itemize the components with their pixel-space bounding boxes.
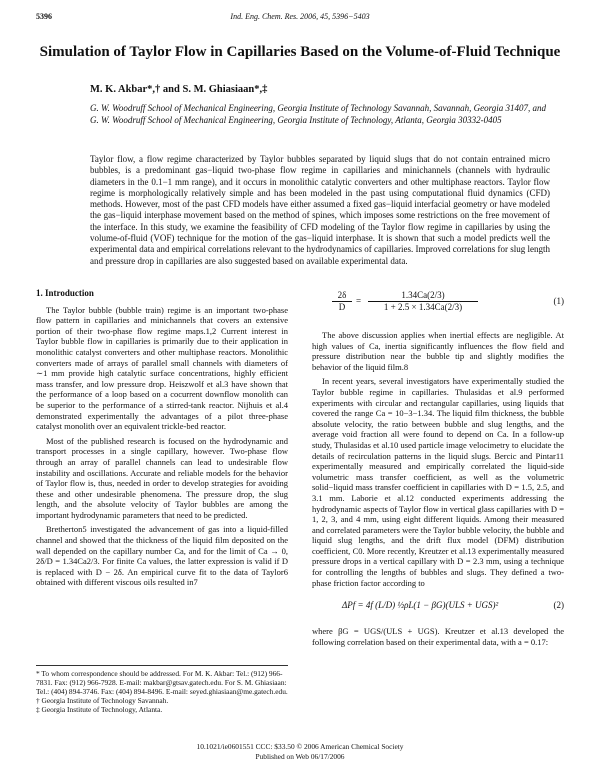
authors: M. K. Akbar*,† and S. M. Ghiasiaan*,‡ xyxy=(90,84,268,95)
journal-reference: Ind. Eng. Chem. Res. 2006, 45, 5396−5403 xyxy=(230,12,370,21)
left-column xyxy=(36,288,288,588)
eq1-lhs-numerator: 2δ xyxy=(332,290,352,302)
running-header xyxy=(36,12,564,24)
paper-title: Simulation of Taylor Flow in Capillaries Based on the Volume-of-Fluid Technique xyxy=(39,44,561,60)
page-footer xyxy=(0,742,600,761)
paragraph: The Taylor bubble (bubble train) regime is an important two-phase flow pattern in capillaries and minichannels that covers an extensive portion of their two-phase flow regime maps.1,2 Current interest in Taylor bubble flow in capillaries is primarily due to their application in monolithic catalyst converters and other multiphase reactors. Monolithic converters made of arrays of parallel small channels with diameters of ∼1 mm provide high catalytic surface concentrations, highly efficient mass transfer, and low pressure drop. Heiszwolf et al.3 have shown that the performance of a loop based on a cocurrent downflow monolith can be superior to the performance of a stirred-tank reactor. Nijhuis et al.4 demonstrated experimentally the advantages of a pilot three-phase catalyst monolith over an equivalent trickle-bed reactor. xyxy=(36,304,288,432)
paragraph: where βG = UGS/(ULS + UGS). Kreutzer et al.13 developed the following correlation based on their experimental data, with a = 0.17: xyxy=(312,626,564,647)
paragraph: The above discussion applies when inertial effects are negligible. At high values of Ca, inertia significantly influences the flow field and pressure distribution near the bubble tip and slightly modifies the behavior of the liquid film.8 xyxy=(312,330,564,372)
right-column xyxy=(312,288,564,647)
abstract: Taylor flow, a flow regime characterized by Taylor bubbles separated by liquid slugs that do not contain entrained micro bubbles, is a predominant gas−liquid two-phase flow regime in capillaries and minichannels (channels with hydraulic diameters in the 0.1−1 mm range), and it occurs in monolithic catalytic converters and other multiphase reactors. Taylor flow regime is morphologically relatively simple and has been modeled in the past using computational fluid dynamics (CFD) methods. However, most of the past CFD models have either assumed a fixed gas−liquid interfacial geometry or have modeled the gas−liquid interphase movement based on the method of spines, which imposes some restrictions on the free movement of the interface. In this study, we examine the feasibility of CFD modeling of the Taylor flow regime in capillaries by using the volume-of-fluid (VOF) technique for the motion of the gas−liquid interphase. It is shown that such a model predicts well the experimental data and empirical correlations relevant to the hydrodynamics of capillaries. Improved correlations for slug length and pressure drop in capillaries are also suggested based on available experimental data. xyxy=(90,154,550,266)
paragraph: Bretherton5 investigated the advancement of gas into a liquid-filled channel and showed that the thickness of the liquid film deposited on the wall depended on the capillary number Ca, and for the limit of Ca → 0, 2δ/D = 1.34Ca2/3. For finite Ca values, the latter expression is valid if D is replaced with D − 2δ. An empirical curve fit to the data of Taylor6 obtained with different viscous oils resulted in7 xyxy=(36,524,288,588)
published-date: Published on Web 06/17/2006 xyxy=(255,751,345,761)
eq1-rhs-denominator: 1 + 2.5 × 1.34Ca(2/3) xyxy=(383,301,463,312)
footnotes xyxy=(36,665,288,714)
equals-sign: = xyxy=(356,296,362,306)
footnote: ‡ Georgia Institute of Technology, Atlanta. xyxy=(36,705,163,714)
equation-2 xyxy=(312,594,564,620)
doi-line: 10.1021/ie0601551 CCC: $33.50 © 2006 American Chemical Society xyxy=(196,742,404,751)
equation-number: (2) xyxy=(553,600,564,611)
equation-1-rhs xyxy=(368,290,478,312)
equation-1 xyxy=(312,288,564,322)
page-number: 5396 xyxy=(36,12,52,21)
footnote: † Georgia Institute of Technology Savannah. xyxy=(36,696,169,705)
equation-number: (1) xyxy=(553,296,564,306)
eq1-lhs-denominator: D xyxy=(338,301,346,312)
section-heading: 1. Introduction xyxy=(36,288,94,298)
affiliation: G. W. Woodruff School of Mechanical Engineering, Georgia Institute of Technology Savannah, Savannah, Georgia 31407, and G. W. Woodruff School of Mechanical Engineering, Georgia Institute of Technology, Atlanta, Georgia 30332-0405 xyxy=(90,103,547,125)
equation-1-lhs xyxy=(332,290,352,312)
equation-2-body: ΔPf = 4f (L/D) ½ρL(1 − βG)(ULS + UGS)² xyxy=(342,600,499,611)
paragraph: Most of the published research is focused on the hydrodynamic and transport processes in a single capillary, however. Two-phase flow through an array of parallel channels can lead to undesirable flow instability and oscillations. Accurate and reliable models for the behavior of Taylor flow is, thus, needed in order to develop strategies for avoiding these and other undesirable phenomena. The pressure drop, the slug length, and the absolute velocity of Taylor bubbles are among the important hydrodynamic parameters that need to be predicted. xyxy=(36,435,288,520)
footnote: * To whom correspondence should be addressed. For M. K. Akbar: Tel.: (912) 966-7831. Fax: (912) 966-7928. E-mail: makbar@gtsav.gatech.edu. For S. M. Ghiasiaan: Tel.: (404) 894-3746. Fax: (404) 894-8496. E-mail: seyed.ghiasiaan@me.gatech.edu. xyxy=(36,669,288,696)
eq1-rhs-numerator: 1.34Ca(2/3) xyxy=(368,290,478,302)
paragraph: In recent years, several investigators have experimentally studied the Taylor bubble regime in capillaries. Thulasidas et al.9 performed experiments with circular and rectangular capillaries, using liquids that covered the range Ca = 10−3−1.34. The liquid film thickness, the bubble absolute velocity, the ratio between bubble and slug lengths, and the average void fraction all were found to depend on Ca. In a follow-up study, Thulasidas et al.10 used particle image velocimetry to elucidate the details of recirculation patterns in the liquid slugs. Bercic and Pintar11 experimentally measured and empirically correlated the liquid-side volumetric mass transfer coefficient, as well as the volumetric solid−liquid mass transfer coefficient in capillaries with D = 1.5, 2.5, and 3.1 mm. Laborie et al.12 conducted experiments addressing the hydrodynamic aspects of Taylor flow in vertical glass capillaries with D = 1, 2, 3, and 4 mm, using eight different liquids. Among their measured and correlated parameters were the Taylor bubble velocity, the bubble and liquid slug lengths, and the drift flux model (DFM) distribution coefficient, C0. More recently, Kreutzer et al.13 experimentally measured pressure drops in a vertical capillary with D = 2.3 mm, using a technique for controlling the lengths of bubbles and slugs. They defined a two-phase friction factor according to xyxy=(312,376,564,588)
